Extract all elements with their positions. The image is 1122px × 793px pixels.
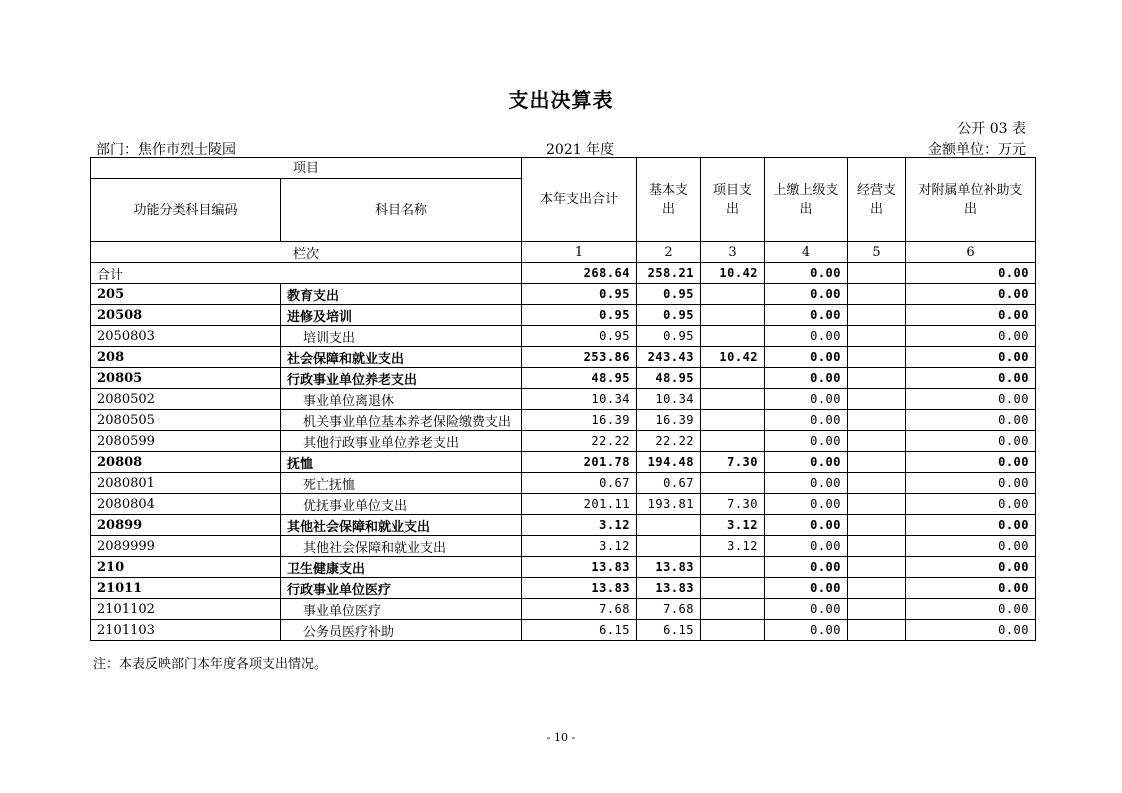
row-value: 0.00	[906, 578, 1036, 599]
row-value: 243.43	[637, 347, 701, 368]
row-name: 事业单位离退休	[281, 389, 522, 410]
row-value	[701, 410, 765, 431]
row-value: 0.00	[765, 494, 848, 515]
row-value	[701, 557, 765, 578]
row-value: 6.15	[522, 620, 637, 641]
row-value: 0.00	[906, 515, 1036, 536]
table-row	[91, 347, 1036, 368]
row-code: 21011	[91, 578, 281, 599]
row-name: 优抚事业单位支出	[281, 494, 522, 515]
row-value	[701, 284, 765, 305]
row-value	[701, 431, 765, 452]
header-col-total: 本年支出合计	[522, 158, 637, 242]
row-value: 0.95	[637, 284, 701, 305]
row-value: 13.83	[637, 578, 701, 599]
row-value: 0.95	[522, 305, 637, 326]
row-value: 10.34	[522, 389, 637, 410]
row-value: 10.42	[701, 347, 765, 368]
row-value: 0.00	[765, 284, 848, 305]
row-value: 7.68	[637, 599, 701, 620]
document-title: 支出决算表	[508, 88, 614, 112]
header-col-project: 项目支 出	[701, 158, 765, 242]
total-value: 268.64	[522, 263, 637, 284]
row-value: 6.15	[637, 620, 701, 641]
row-value: 193.81	[637, 494, 701, 515]
table-row	[91, 536, 1036, 557]
row-value: 3.12	[701, 515, 765, 536]
row-value	[848, 389, 906, 410]
total-value	[848, 263, 906, 284]
row-value: 0.00	[906, 410, 1036, 431]
row-value	[848, 284, 906, 305]
row-code: 2080804	[91, 494, 281, 515]
row-name: 事业单位医疗	[281, 599, 522, 620]
row-name: 抚恤	[281, 452, 522, 473]
row-value: 0.00	[765, 536, 848, 557]
row-value: 7.68	[522, 599, 637, 620]
total-value: 0.00	[765, 263, 848, 284]
row-value: 0.00	[765, 578, 848, 599]
row-code: 2101103	[91, 620, 281, 641]
row-value	[848, 620, 906, 641]
row-value: 0.00	[906, 620, 1036, 641]
table-row	[91, 452, 1036, 473]
header-project: 项目	[91, 158, 522, 179]
row-value	[848, 368, 906, 389]
row-value: 0.00	[765, 368, 848, 389]
table-row	[91, 368, 1036, 389]
row-value: 0.00	[906, 452, 1036, 473]
col-number: 5	[848, 242, 906, 263]
row-code: 20899	[91, 515, 281, 536]
row-code: 20508	[91, 305, 281, 326]
header-col-basic: 基本支 出	[637, 158, 701, 242]
row-value	[848, 326, 906, 347]
row-code: 208	[91, 347, 281, 368]
row-code: 205	[91, 284, 281, 305]
col-number: 3	[701, 242, 765, 263]
row-value	[848, 536, 906, 557]
row-value: 0.95	[522, 284, 637, 305]
row-value	[848, 515, 906, 536]
row-value: 0.00	[765, 473, 848, 494]
row-value: 0.00	[765, 389, 848, 410]
row-value: 22.22	[522, 431, 637, 452]
page-number: - 10 -	[546, 731, 576, 744]
row-value: 0.00	[765, 431, 848, 452]
amount-unit: 金额单位：万元	[928, 142, 1026, 158]
table-row	[91, 515, 1036, 536]
row-value: 48.95	[637, 368, 701, 389]
row-value	[848, 599, 906, 620]
col-number: 2	[637, 242, 701, 263]
row-value: 0.00	[765, 452, 848, 473]
row-value: 0.00	[765, 515, 848, 536]
row-value: 0.00	[765, 305, 848, 326]
row-value: 0.00	[765, 326, 848, 347]
row-value: 0.67	[522, 473, 637, 494]
row-value	[701, 305, 765, 326]
table-row	[91, 305, 1036, 326]
row-code: 210	[91, 557, 281, 578]
row-value	[848, 305, 906, 326]
row-value: 16.39	[522, 410, 637, 431]
row-value: 0.00	[765, 347, 848, 368]
row-value: 0.00	[906, 473, 1036, 494]
row-value	[848, 347, 906, 368]
row-value: 3.12	[701, 536, 765, 557]
table-row	[91, 494, 1036, 515]
row-code: 2089999	[91, 536, 281, 557]
table-row	[91, 557, 1036, 578]
row-value: 22.22	[637, 431, 701, 452]
table-row	[91, 284, 1036, 305]
row-value: 0.00	[906, 305, 1036, 326]
row-value: 0.00	[906, 368, 1036, 389]
row-name: 其他社会保障和就业支出	[281, 536, 522, 557]
row-name: 教育支出	[281, 284, 522, 305]
row-value: 194.48	[637, 452, 701, 473]
row-value	[701, 368, 765, 389]
row-name: 社会保障和就业支出	[281, 347, 522, 368]
row-value: 0.00	[906, 431, 1036, 452]
row-value: 16.39	[637, 410, 701, 431]
table-row	[91, 389, 1036, 410]
row-name: 其他行政事业单位养老支出	[281, 431, 522, 452]
header-lanci: 栏次	[91, 242, 522, 263]
row-value	[701, 389, 765, 410]
row-value: 3.12	[522, 536, 637, 557]
row-name: 死亡抚恤	[281, 473, 522, 494]
row-value	[848, 557, 906, 578]
row-value: 0.00	[906, 536, 1036, 557]
col-number: 4	[765, 242, 848, 263]
row-name: 卫生健康支出	[281, 557, 522, 578]
table-row	[91, 578, 1036, 599]
row-value: 0.95	[637, 326, 701, 347]
row-value	[848, 452, 906, 473]
row-value: 13.83	[522, 578, 637, 599]
row-value: 13.83	[637, 557, 701, 578]
row-name: 机关事业单位基本养老保险缴费支出	[281, 410, 522, 431]
row-value	[637, 515, 701, 536]
row-value: 7.30	[701, 452, 765, 473]
row-code: 2080801	[91, 473, 281, 494]
row-value	[848, 410, 906, 431]
expenditure-table	[90, 157, 1036, 641]
row-value: 201.78	[522, 452, 637, 473]
row-value: 253.86	[522, 347, 637, 368]
row-value	[848, 578, 906, 599]
form-number: 公开 03 表	[957, 121, 1026, 137]
row-value: 48.95	[522, 368, 637, 389]
row-value: 13.83	[522, 557, 637, 578]
row-value	[701, 599, 765, 620]
row-value: 0.67	[637, 473, 701, 494]
header-col-remit: 上缴上级支 出	[765, 158, 848, 242]
row-code: 2050803	[91, 326, 281, 347]
table-note: 注：本表反映部门本年度各项支出情况。	[93, 657, 328, 672]
row-value: 0.00	[906, 326, 1036, 347]
row-value: 0.00	[765, 557, 848, 578]
row-value: 0.00	[906, 557, 1036, 578]
row-value: 7.30	[701, 494, 765, 515]
header-name: 科目名称	[281, 179, 522, 242]
header-code: 功能分类科目编码	[91, 179, 281, 242]
row-value: 0.00	[906, 284, 1036, 305]
row-value: 0.95	[522, 326, 637, 347]
row-value	[848, 473, 906, 494]
table-row	[91, 326, 1036, 347]
row-code: 20808	[91, 452, 281, 473]
document-meta	[96, 139, 1026, 157]
row-value: 201.11	[522, 494, 637, 515]
total-row	[91, 263, 1036, 284]
row-value	[701, 578, 765, 599]
col-number: 6	[906, 242, 1036, 263]
header-col-operating: 经营支 出	[848, 158, 906, 242]
total-value: 10.42	[701, 263, 765, 284]
row-code: 2080599	[91, 431, 281, 452]
row-code: 2080505	[91, 410, 281, 431]
row-name: 行政事业单位养老支出	[281, 368, 522, 389]
row-value	[848, 431, 906, 452]
total-value: 258.21	[637, 263, 701, 284]
row-name: 行政事业单位医疗	[281, 578, 522, 599]
row-name: 培训支出	[281, 326, 522, 347]
row-value: 0.00	[765, 599, 848, 620]
row-value: 0.00	[906, 599, 1036, 620]
table-row	[91, 599, 1036, 620]
row-value	[701, 326, 765, 347]
table-row	[91, 410, 1036, 431]
row-code: 2101102	[91, 599, 281, 620]
row-value: 0.95	[637, 305, 701, 326]
row-code: 20805	[91, 368, 281, 389]
row-value: 0.00	[906, 494, 1036, 515]
row-name: 其他社会保障和就业支出	[281, 515, 522, 536]
row-value	[637, 536, 701, 557]
row-name: 进修及培训	[281, 305, 522, 326]
department-label: 部门：焦作市烈士陵园	[96, 142, 236, 158]
row-value: 10.34	[637, 389, 701, 410]
row-value: 0.00	[906, 347, 1036, 368]
table-row	[91, 473, 1036, 494]
row-value	[701, 620, 765, 641]
row-value: 3.12	[522, 515, 637, 536]
fiscal-year: 2021 年度	[546, 142, 615, 158]
row-value: 0.00	[765, 410, 848, 431]
row-code: 2080502	[91, 389, 281, 410]
col-number: 1	[522, 242, 637, 263]
row-value	[848, 494, 906, 515]
row-value: 0.00	[765, 620, 848, 641]
total-value: 0.00	[906, 263, 1036, 284]
row-name: 公务员医疗补助	[281, 620, 522, 641]
row-value	[701, 473, 765, 494]
header-col-subsidy: 对附属单位补助支 出	[906, 158, 1036, 242]
table-row	[91, 620, 1036, 641]
row-value: 0.00	[906, 389, 1036, 410]
total-label: 合计	[91, 263, 522, 284]
table-row	[91, 431, 1036, 452]
